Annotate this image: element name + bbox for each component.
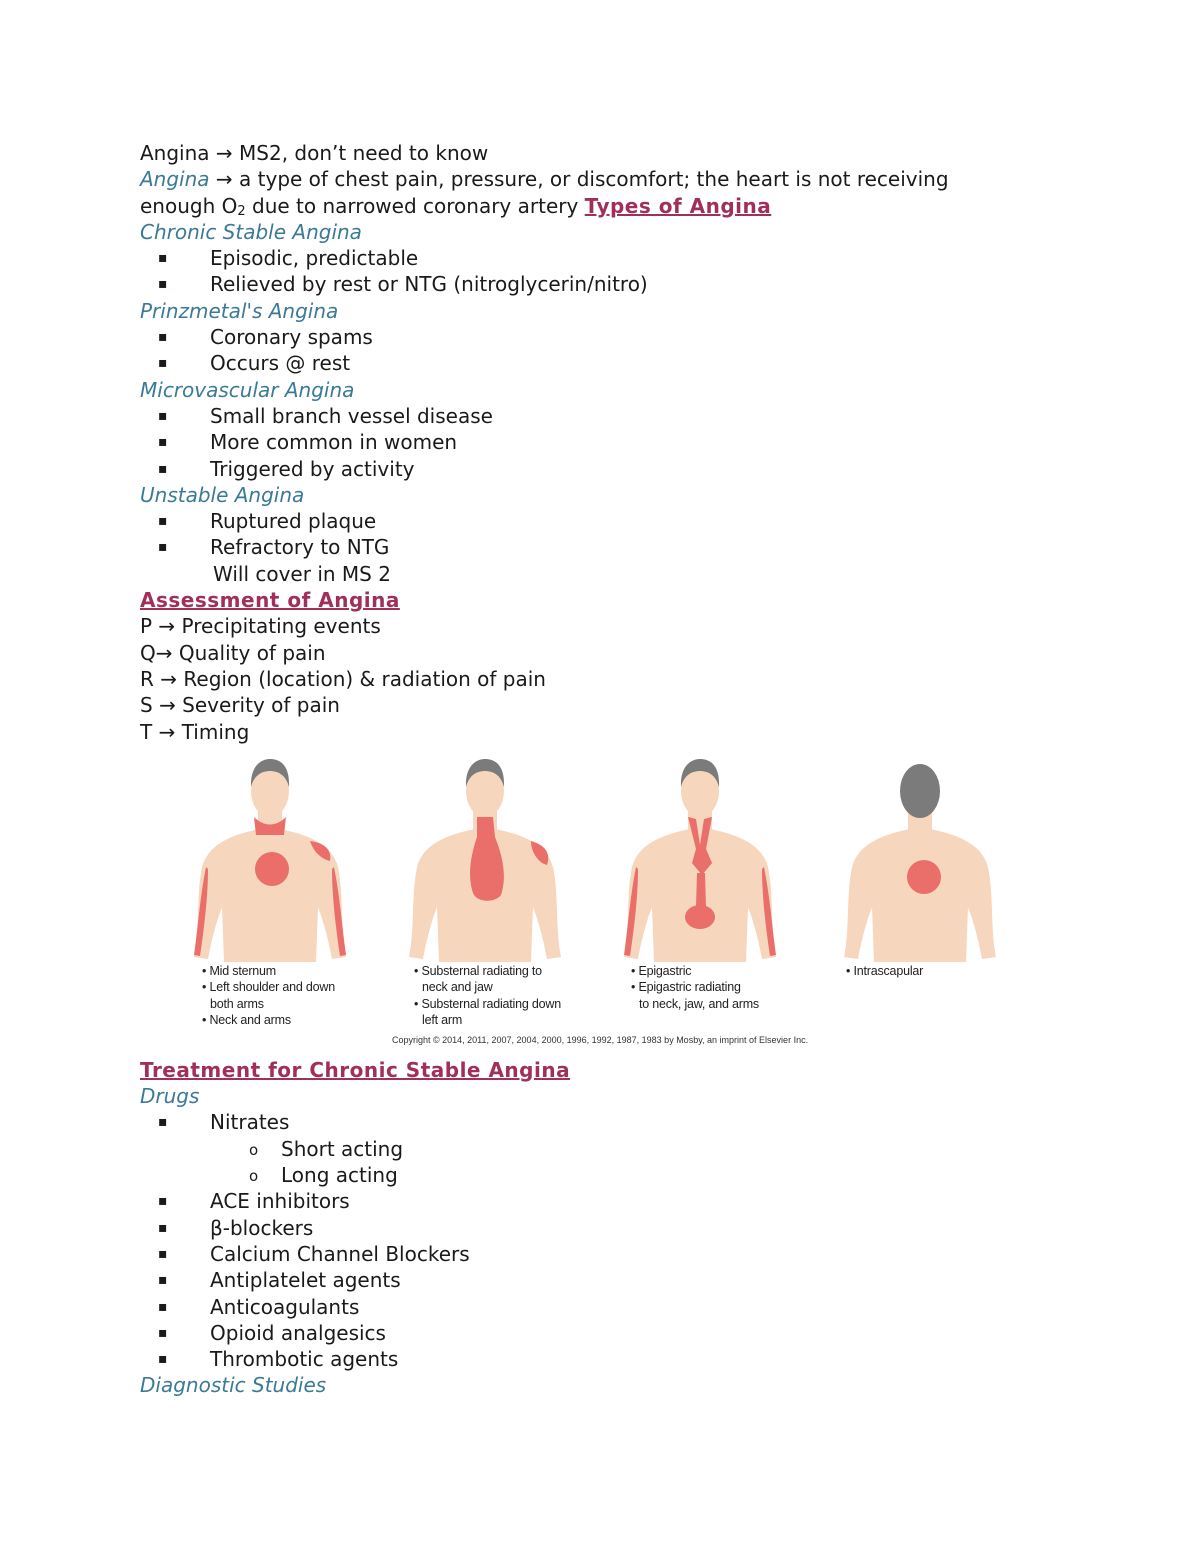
caption-line: • Substernal radiating to: [414, 963, 542, 978]
list-item: [140, 1294, 1040, 1320]
row-text: Timing: [175, 719, 250, 744]
document-page: [140, 140, 1040, 1399]
list-item-text: Short acting: [281, 1136, 404, 1161]
caption-line: both arms: [210, 996, 264, 1011]
caption-line: • Epigastric radiating: [631, 980, 741, 995]
pain-epigastric: [685, 905, 715, 929]
list-item: [140, 1188, 1040, 1214]
list-item-text: Episodic, predictable: [210, 246, 419, 271]
row-text: Precipitating events: [175, 614, 381, 639]
row-letter: T: [140, 719, 159, 744]
bullet-icon: ▪: [158, 407, 168, 424]
caption-line: • Epigastric: [631, 963, 692, 978]
figure-3: [624, 759, 776, 962]
bullet-icon: ▪: [158, 1351, 168, 1368]
arrow-icon: →: [155, 640, 173, 665]
caption-3: [631, 963, 759, 1013]
list-item: [140, 1241, 1040, 1267]
sub-list-item: [140, 1136, 1040, 1162]
bullet-icon: ▪: [158, 1298, 168, 1315]
assessment-row: [140, 613, 1040, 639]
bullet-icon: ▪: [158, 1245, 168, 1262]
list-item-text: ACE inhibitors: [210, 1189, 350, 1214]
caption-line: • Mid sternum: [202, 963, 277, 978]
circle-bullet-icon: o: [249, 1167, 259, 1186]
list-item-text: Ruptured plaque: [210, 509, 377, 534]
assessment-row: [140, 692, 1040, 718]
bullet-icon: ▪: [158, 434, 168, 451]
list-item-text: More common in women: [210, 430, 458, 455]
list-item-text: Antiplatelet agents: [210, 1268, 401, 1293]
row-letter: P: [140, 614, 159, 639]
row-text: Region (location) & radiation of pain: [177, 666, 546, 691]
list-item-text: Refractory to NTG: [210, 535, 390, 560]
type-title: Microvascular Angina: [140, 377, 355, 402]
assessment-row: [140, 666, 1040, 692]
figure-1: [194, 759, 346, 962]
pain-sternum: [255, 852, 289, 886]
bullet-icon: ▪: [158, 250, 168, 267]
assessment-row: [140, 640, 1040, 666]
type-title: Chronic Stable Angina: [140, 219, 362, 244]
list-item-text: β-blockers: [210, 1215, 314, 1240]
bullet-icon: ▪: [158, 329, 168, 346]
caption-2: [414, 963, 561, 1029]
row-text: Severity of pain: [175, 693, 340, 718]
arrow-icon: →: [159, 693, 176, 718]
pain-location-figure: [140, 745, 1020, 1057]
arrow-icon: →: [158, 719, 176, 744]
bullet-icon: ▪: [158, 513, 168, 530]
definition-text-2b: due to narrowed coronary artery: [245, 193, 585, 218]
list-item-text: Coronary spams: [210, 325, 373, 350]
caption-4: [846, 963, 923, 980]
bullet-icon: ▪: [158, 1219, 168, 1236]
list-item: [140, 1320, 1040, 1346]
list-item-text: Long acting: [281, 1163, 398, 1188]
list-item: [140, 508, 1040, 534]
list-item-text: Nitrates: [210, 1110, 290, 1135]
note-text: Will cover in MS 2: [213, 561, 391, 586]
assessment-heading-link[interactable]: Assessment of Angina: [140, 588, 400, 613]
list-item: [140, 271, 1040, 297]
definition-label: Angina: [140, 167, 210, 192]
list-item: [140, 456, 1040, 482]
pain-intrascapular: [907, 860, 941, 894]
definition-text: a type of chest pain, pressure, or discomfort; the heart is not receiving: [239, 167, 949, 192]
list-item: [140, 1267, 1040, 1293]
row-letter: R: [140, 666, 161, 691]
figure-4: [844, 764, 996, 962]
arrow-icon: →: [160, 666, 178, 691]
list-item: [140, 534, 1040, 560]
caption-line: • Left shoulder and down: [202, 980, 336, 995]
caption-line: left arm: [422, 1013, 463, 1028]
list-item-text: Calcium Channel Blockers: [210, 1241, 470, 1266]
list-item: [140, 403, 1040, 429]
caption-line: • Intrascapular: [846, 963, 924, 978]
row-text: Quality of pain: [172, 640, 326, 665]
head-back-shape: [900, 764, 940, 818]
arrow-icon: →: [158, 614, 176, 639]
list-item-text: Opioid analgesics: [210, 1320, 386, 1345]
types-heading-link[interactable]: Types of Angina: [584, 193, 772, 218]
bullet-icon: ▪: [158, 276, 168, 293]
caption-line: to neck, jaw, and arms: [639, 996, 759, 1011]
figure-2: [409, 759, 561, 962]
list-item-text: Occurs @ rest: [210, 351, 351, 376]
list-item: [140, 324, 1040, 350]
body-shape: [844, 829, 996, 962]
caption-line: • Substernal radiating down: [414, 996, 561, 1011]
sub-list-item: [140, 1162, 1040, 1188]
treatment-heading-link[interactable]: Treatment for Chronic Stable Angina: [140, 1057, 571, 1082]
circle-bullet-icon: o: [249, 1140, 259, 1159]
bullet-icon: ▪: [158, 1272, 168, 1289]
list-item: [140, 1109, 1040, 1135]
intro-text: MS2, don’t need to know: [239, 141, 489, 165]
list-item-text: Thrombotic agents: [210, 1347, 399, 1372]
row-letter: Q: [140, 640, 156, 665]
caption-line: neck and jaw: [422, 980, 493, 995]
drugs-title: Drugs: [140, 1084, 200, 1109]
list-item-text: Anticoagulants: [210, 1294, 360, 1319]
list-item: [140, 350, 1040, 376]
copyright-notice: Copyright © 2014, 2011, 2007, 2004, 2000, 1996, 1992, 1987, 1983 by Mosby, an imprint of Elsevier Inc.: [392, 1034, 809, 1045]
type-title: Prinzmetal's Angina: [140, 298, 339, 323]
bullet-icon: ▪: [158, 1193, 168, 1210]
list-item: [140, 245, 1040, 271]
bullet-icon: ▪: [158, 539, 168, 556]
definition-text-2a: enough O: [140, 193, 238, 218]
bullet-icon: ▪: [158, 460, 168, 477]
caption-1: [202, 963, 335, 1029]
list-item-text: Relieved by rest or NTG (nitroglycerin/nitro): [210, 272, 648, 297]
diagnostic-title: Diagnostic Studies: [140, 1373, 327, 1398]
arrow-icon: →: [215, 141, 233, 165]
bullet-icon: ▪: [158, 1114, 168, 1131]
list-item-text: Triggered by activity: [210, 456, 415, 481]
assessment-row: [140, 719, 1040, 745]
intro-label: Angina: [140, 141, 210, 165]
arrow-icon: →: [215, 167, 233, 192]
bullet-icon: ▪: [158, 1324, 168, 1341]
list-item: [140, 1346, 1040, 1372]
list-item: [140, 429, 1040, 455]
list-item: [140, 1215, 1040, 1241]
definition-line: [140, 166, 1040, 192]
intro-line: [140, 140, 1040, 166]
row-letter: S: [140, 693, 160, 718]
subscript-2: 2: [237, 203, 246, 219]
type-title: Unstable Angina: [140, 482, 305, 507]
bullet-icon: ▪: [158, 355, 168, 372]
definition-line-2: [140, 193, 1040, 219]
list-item-text: Small branch vessel disease: [210, 403, 493, 428]
caption-line: • Neck and arms: [202, 1013, 291, 1028]
pain-midline: [696, 873, 706, 907]
